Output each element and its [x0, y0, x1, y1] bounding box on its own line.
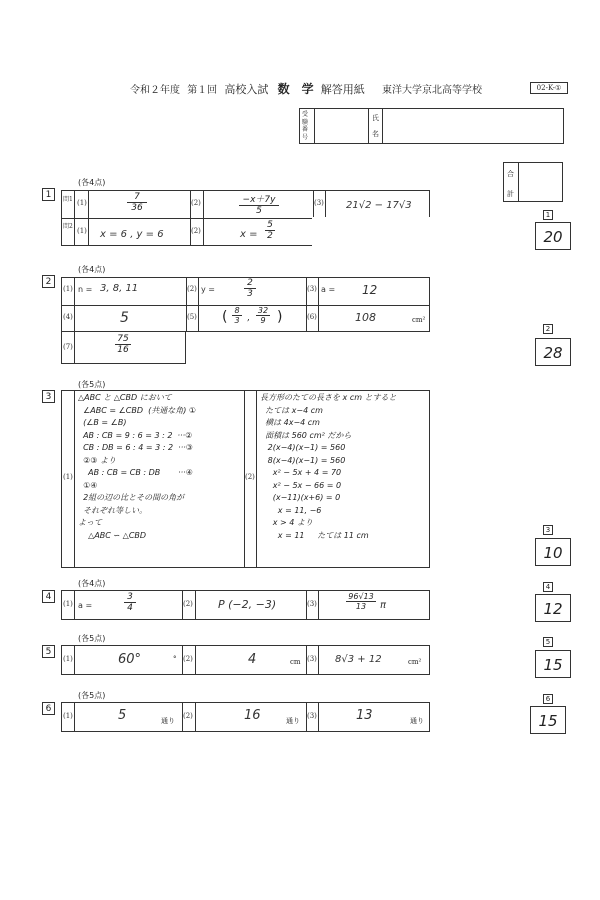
proof-line: x² − 5x + 4 = 70: [260, 468, 342, 477]
answer-6-2[interactable]: 16: [244, 708, 261, 723]
section-5-number: 5: [42, 645, 55, 658]
answer-6-1[interactable]: 5: [118, 708, 127, 723]
q4-1-label: (1): [63, 600, 73, 608]
answer-1-1-1-denominator: 36: [131, 203, 143, 213]
q2-2-label: (2): [191, 227, 201, 235]
answer-4-1-numerator: 3: [127, 592, 133, 602]
proof-line: AB : CB = CB : DB ···④: [78, 468, 193, 477]
q5-1-label: (1): [63, 655, 73, 663]
answer-1-2-2-denominator: 2: [267, 231, 273, 241]
answer-4-1-prefix: a =: [78, 601, 93, 610]
answer-6-1-unit: 通り: [161, 717, 175, 725]
section-4-points: (各4点): [78, 579, 106, 588]
proof-line: 2組の辺の比とその間の角が: [78, 493, 185, 502]
answer-2-1[interactable]: 3, 8, 11: [100, 283, 139, 294]
answer-2-7-numerator: 75: [117, 334, 129, 344]
proof-line: ①④: [78, 480, 98, 490]
proof-line: CB : DB = 6 : 4 = 3 : 2 ···③: [78, 443, 193, 452]
answer-4-1[interactable]: [120, 592, 140, 613]
name-field[interactable]: [382, 109, 563, 143]
answer-5-2-unit: cm: [290, 658, 301, 666]
proof-line: たては x−4 cm: [260, 405, 323, 415]
proof-line: x² − 5x − 66 = 0: [260, 480, 342, 490]
proof-line: それぞれ等しい。: [78, 505, 148, 515]
score-3-number: 3: [543, 525, 553, 535]
answer-5-3[interactable]: 8√3 + 12: [335, 654, 382, 665]
answer-4-1-denominator: 4: [127, 603, 133, 613]
proof-line: ②③ より: [78, 455, 116, 465]
q2-4-label: (4): [63, 313, 73, 321]
year: 令和２年度: [130, 85, 180, 96]
proof-line: 横は 4x−4 cm: [260, 418, 320, 427]
q2-1-label: (1): [63, 285, 73, 293]
answer-1-2-2-numerator: 5: [267, 220, 273, 230]
answer-2-5-open: (: [222, 309, 228, 325]
answer-5-2[interactable]: 4: [248, 652, 257, 667]
section-4-number: 4: [42, 590, 55, 603]
answer-2-5-x-denominator: 3: [234, 316, 240, 325]
score-2-number: 2: [543, 324, 553, 334]
answer-2-7-denominator: 16: [117, 345, 129, 355]
section-3-number: 3: [42, 390, 55, 403]
score-6[interactable]: 15: [530, 706, 566, 734]
q2-2-label: (2): [187, 285, 197, 293]
q1-row1-label: 問1: [63, 196, 73, 203]
sheet-title: 解答用紙: [320, 83, 365, 96]
q2-6-label: (6): [307, 313, 317, 321]
answer-1-1-2-numerator: −x＋7y: [242, 195, 276, 205]
proof-line: x = 11 たては 11 cm: [260, 530, 369, 540]
page-header: [130, 80, 490, 96]
answer-6-3-unit: 通り: [410, 717, 424, 725]
q4-2-label: (2): [183, 600, 193, 608]
proof-line: AB : CB = 9 : 6 = 3 : 2 ···②: [78, 430, 193, 440]
q6-1-label: (1): [63, 712, 73, 720]
name-label-2: 名: [372, 130, 379, 138]
answer-3-2-solution[interactable]: [260, 392, 428, 564]
section-6-number: 6: [42, 702, 55, 715]
section-2-number: 2: [42, 275, 55, 288]
section-6-points: (各5点): [78, 691, 106, 700]
proof-line: △ABC ∽ △CBD: [78, 530, 147, 540]
id-box: [299, 108, 564, 144]
proof-line: 長方形のたての長さを x cm とすると: [260, 393, 397, 402]
answer-1-2-2[interactable]: [260, 220, 280, 241]
answer-1-1-2-denominator: 5: [256, 206, 262, 216]
score-2[interactable]: 28: [535, 338, 571, 366]
answer-5-1-unit: °: [173, 655, 177, 663]
section-3-points: (各5点): [78, 380, 106, 389]
q2-1-label: (1): [77, 227, 87, 235]
answer-1-2-2-prefix: x =: [240, 229, 258, 240]
answer-1-1-1[interactable]: [122, 192, 152, 213]
exam-number-field[interactable]: [314, 109, 369, 143]
answer-2-2-prefix: y =: [201, 285, 215, 294]
school-name: 東洋大学京北高等学校: [381, 85, 482, 96]
score-3[interactable]: 10: [535, 538, 571, 566]
q6-3-label: (3): [307, 712, 317, 720]
sheet-code: 02-K-①: [530, 82, 568, 94]
total-score-field[interactable]: [518, 163, 562, 201]
answer-4-2[interactable]: P (−2, −3): [218, 598, 277, 611]
section-1-number: 1: [42, 188, 55, 201]
answer-2-2-denominator: 3: [247, 289, 253, 299]
total-label-2: 計: [507, 190, 514, 198]
q3-1-label: (1): [63, 473, 73, 481]
answer-4-3-pi: π: [380, 600, 387, 611]
answer-5-1[interactable]: 60°: [118, 652, 142, 667]
answer-6-2-unit: 通り: [286, 717, 300, 725]
score-6-number: 6: [543, 694, 553, 704]
answer-2-1-prefix: n =: [78, 285, 93, 294]
answer-1-1-1-numerator: 7: [134, 192, 140, 202]
answer-1-2-1[interactable]: x = 6 , y = 6: [100, 229, 164, 240]
answer-2-2-numerator: 2: [247, 278, 253, 288]
proof-line: よって: [78, 518, 102, 527]
q1-row2-label: 問2: [63, 223, 73, 230]
answer-2-5-x-numerator: 8: [234, 306, 240, 315]
q3-2-label: (2): [245, 473, 255, 481]
round: 第１回: [187, 85, 218, 96]
q2-3-label: (3): [307, 285, 317, 293]
q4-3-label: (3): [307, 600, 317, 608]
q1-1-label: (1): [77, 199, 87, 207]
answer-2-2[interactable]: [240, 278, 260, 299]
answer-6-3[interactable]: 13: [356, 708, 373, 723]
proof-line: 8(x−4)(x−1) = 560: [260, 455, 346, 465]
answer-2-5[interactable]: ( 8 3 , 32 9 ): [222, 306, 283, 325]
section-2-points: (各4点): [78, 265, 106, 274]
answer-2-5-y-denominator: 9: [260, 316, 266, 325]
score-1-number: 1: [543, 210, 553, 220]
score-5-number: 5: [543, 637, 553, 647]
q5-3-label: (3): [307, 655, 317, 663]
proof-line: x = 11, −6: [260, 505, 322, 515]
subject: 数 学: [277, 82, 314, 96]
section-1-points: (各4点): [78, 178, 106, 187]
score-4[interactable]: 12: [535, 594, 571, 622]
answer-2-6[interactable]: 108: [355, 311, 376, 324]
answer-2-3-prefix: a =: [321, 285, 336, 294]
answer-2-3[interactable]: 12: [362, 283, 378, 297]
proof-line: 2(x−4)(x−1) = 560: [260, 443, 346, 452]
exam-number-label: 受験番号: [302, 111, 309, 141]
q1-3-label: (3): [314, 199, 324, 207]
proof-line: (x−11)(x+6) = 0: [260, 493, 341, 502]
total-label-1: 合: [507, 170, 514, 178]
answer-2-7[interactable]: [110, 334, 136, 355]
answer-4-3[interactable]: [343, 592, 379, 611]
answer-2-5-close: ): [277, 309, 283, 325]
score-1[interactable]: 20: [535, 222, 571, 250]
q2-7-label: (7): [63, 343, 73, 351]
answer-1-1-2[interactable]: [234, 192, 284, 216]
section-5-points: (各5点): [78, 634, 106, 643]
answer-1-1-3[interactable]: 21√2 − 17√3: [346, 200, 412, 211]
answer-4-3-denominator: 13: [355, 602, 367, 611]
proof-line: 面積は 560 cm² だから: [260, 430, 352, 440]
q1-2-label: (2): [191, 199, 201, 207]
score-4-number: 4: [543, 582, 553, 592]
answer-2-6-unit: cm²: [412, 316, 426, 324]
exam-name: 高校入試: [224, 83, 269, 96]
answer-3-1-proof[interactable]: [78, 392, 243, 564]
name-label-1: 氏: [372, 114, 379, 122]
answer-2-4[interactable]: 5: [120, 310, 129, 326]
score-5[interactable]: 15: [535, 650, 571, 678]
proof-line: ∠ABC = ∠CBD (共通な角) ①: [78, 405, 197, 415]
q5-2-label: (2): [183, 655, 193, 663]
total-box: [503, 162, 563, 202]
proof-line: △ABC と △CBD において: [78, 393, 172, 402]
answer-2-5-y-numerator: 32: [257, 306, 269, 315]
proof-line: x > 4 より: [260, 518, 313, 527]
answer-5-3-unit: cm²: [408, 658, 422, 666]
q6-2-label: (2): [183, 712, 193, 720]
q2-5-label: (5): [187, 313, 197, 321]
answer-4-3-numerator: 96√13: [348, 592, 374, 601]
proof-line: (∠B = ∠B): [78, 418, 127, 427]
